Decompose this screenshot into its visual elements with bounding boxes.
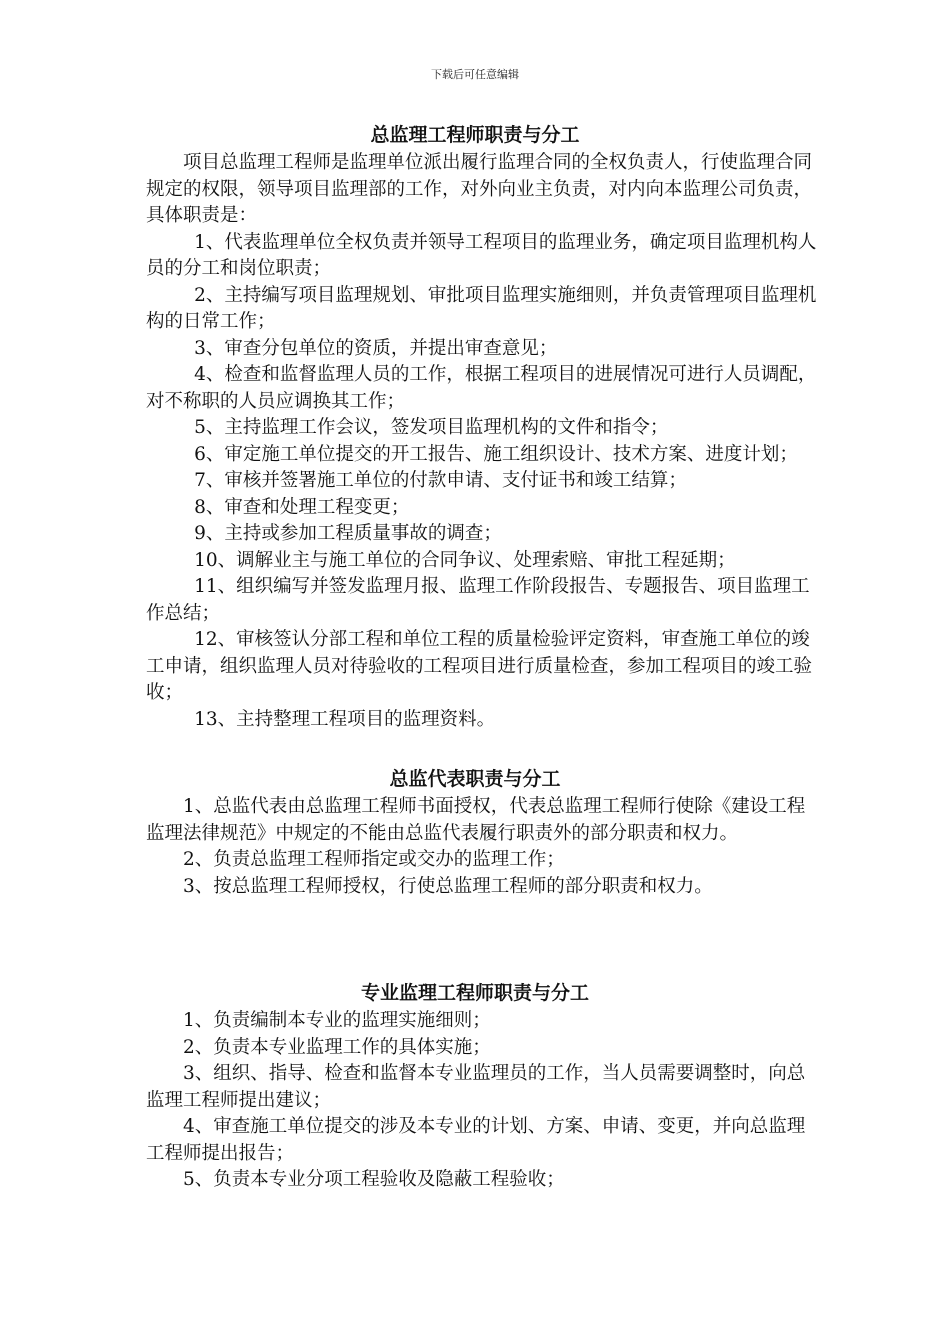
duty-item: 6、审定施工单位提交的开工报告、施工组织设计、技术方案、进度计划； bbox=[194, 443, 798, 465]
duty-item: 10、调解业主与施工单位的合同争议、处理索赔、审批工程延期； bbox=[194, 549, 736, 571]
duty-item: 7、审核并签署施工单位的付款申请、支付证书和竣工结算； bbox=[194, 470, 687, 491]
duty-item: 5、负责本专业分项工程验收及隐蔽工程验收； bbox=[183, 1169, 565, 1190]
duty-item: 4、检查和监督监理人员的工作，根据工程项目的进展情况可进行人员调配，对不称职的人员应调换其工作； bbox=[146, 364, 817, 412]
duty-item: 4、审查施工单位提交的涉及本专业的计划、方案、申请、变更，并向总监理工程师提出报告； bbox=[146, 1116, 806, 1164]
duty-item: 1、总监代表由总监理工程师书面授权，代表总监理工程师行使除《建设工程监理法律规范》中规定的不能由总监代表履行职责外的部分职责和权力。 bbox=[146, 796, 806, 844]
section-body-specialist bbox=[146, 1008, 818, 1194]
duty-item: 3、审查分包单位的资质，并提出审查意见； bbox=[194, 337, 558, 359]
duty-item: 2、负责本专业监理工作的具体实施； bbox=[183, 1036, 491, 1058]
duty-item: 3、组织、指导、检查和监督本专业监理员的工作，当人员需要调整时，向总监理工程师提出建议； bbox=[146, 1063, 806, 1111]
duty-item: 12、审核签认分部工程和单位工程的质量检验评定资料，审查施工单位的竣工申请，组织监理人员对待验收的工程项目进行质量检查，参加工程项目的竣工验收； bbox=[146, 629, 813, 703]
intro-paragraph: 项目总监理工程师是监理单位派出履行监理合同的全权负责人，行使监理合同规定的权限，领导项目监理部的工作，对外向业主负责，对内向本监理公司负责，具体职责是： bbox=[146, 152, 813, 226]
duty-item: 5、主持监理工作会议，签发项目监理机构的文件和指令； bbox=[194, 417, 669, 438]
section-body-chief-engineer bbox=[146, 150, 818, 733]
duty-item: 11、组织编写并签发监理月报、监理工作阶段报告、专题报告、项目监理工作总结； bbox=[146, 576, 810, 624]
section-title-specialist: 专业监理工程师职责与分工 bbox=[360, 982, 589, 1004]
duty-item: 8、审查和处理工程变更； bbox=[194, 496, 410, 518]
section-title-chief-engineer: 总监理工程师职责与分工 bbox=[370, 124, 580, 146]
duty-item: 13、主持整理工程项目的监理资料。 bbox=[194, 708, 496, 730]
duty-item: 1、负责编制本专业的监理实施细则； bbox=[183, 1010, 491, 1031]
duty-item: 1、代表监理单位全权负责并领导工程项目的监理业务，确定项目监理机构人员的分工和岗位职责； bbox=[146, 231, 817, 279]
duty-item: 2、负责总监理工程师指定或交办的监理工作； bbox=[183, 849, 565, 870]
section-title-deputy: 总监代表职责与分工 bbox=[389, 768, 561, 790]
section-body-deputy bbox=[146, 794, 818, 900]
duty-item: 3、按总监理工程师授权，行使总监理工程师的部分职责和权力。 bbox=[183, 875, 713, 897]
duty-item: 2、主持编写项目监理规划、审批项目监理实施细则，并负责管理项目监理机构的日常工作； bbox=[146, 284, 817, 332]
page-header-note: 下载后可任意编辑 bbox=[431, 68, 519, 81]
duty-item: 9、主持或参加工程质量事故的调查； bbox=[194, 523, 502, 544]
